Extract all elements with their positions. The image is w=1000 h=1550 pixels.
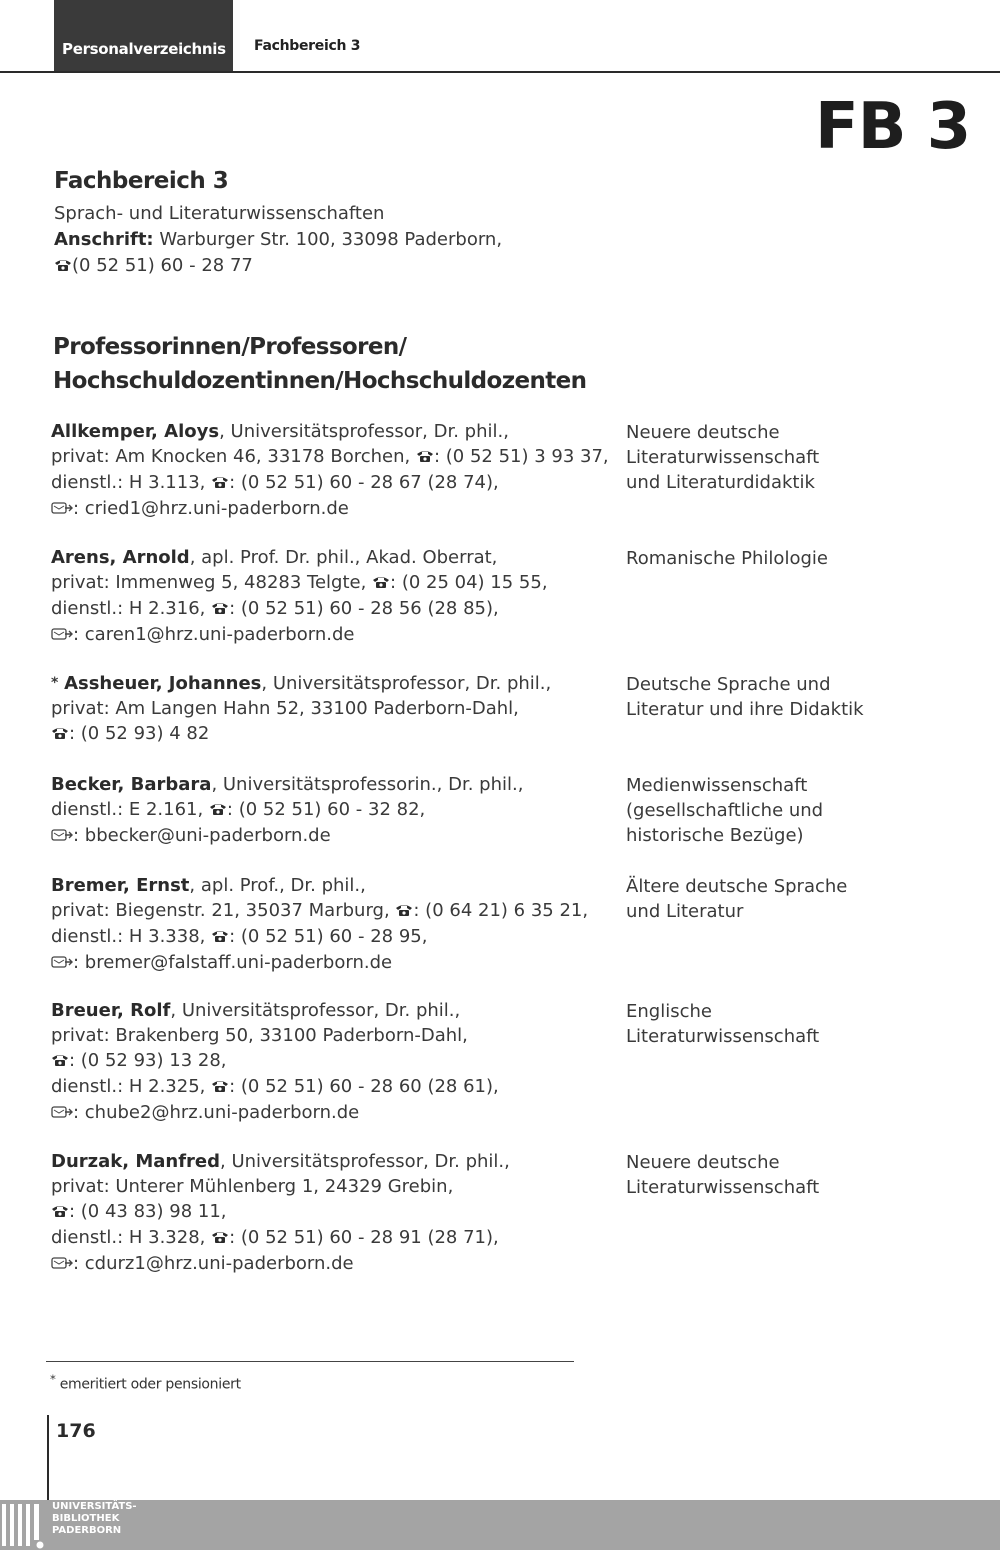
entry-email-line (51, 1100, 621, 1126)
entry-name: Bremer, Ernst (51, 875, 190, 896)
library-footer (0, 1500, 1000, 1550)
email-icon (51, 824, 73, 849)
entry-title: , apl. Prof., Dr. phil., (189, 875, 366, 896)
phone-icon (372, 571, 390, 596)
entry-private-address: privat: Biegenstr. 21, 35037 Marburg, (51, 900, 396, 921)
address-label: Anschrift: (54, 229, 154, 250)
staff-entry (51, 1149, 621, 1277)
staff-entry (51, 998, 621, 1126)
entry-private-line (51, 696, 621, 721)
staff-heading (53, 330, 586, 398)
page-number-rule (47, 1415, 49, 1510)
entry-name: Assheuer, Johannes (64, 673, 262, 694)
footnote-rule (46, 1361, 574, 1362)
entry-private-phone: : (0 25 04) 15 55, (390, 572, 548, 593)
entry-private-line (51, 898, 621, 924)
entry-private-line (51, 1174, 621, 1199)
entry-office: dienstl.: H 3.328, (51, 1227, 212, 1248)
entry-field-line: Englische (626, 1001, 712, 1022)
entry-phone: : (0 52 93) 4 82 (69, 723, 210, 744)
entry-field (626, 773, 956, 848)
entry-title: , Universitätsprofessor, Dr. phil., (261, 673, 552, 694)
entry-office-phone: : (0 52 51) 60 - 28 91 (28 71), (229, 1227, 499, 1248)
entry-field (626, 420, 956, 495)
entry-phone: : (0 43 83) 98 11, (69, 1201, 227, 1222)
entry-office: dienstl.: H 3.338, (51, 926, 212, 947)
phone-icon (211, 597, 229, 622)
entry-email[interactable]: : chube2@hrz.uni-paderborn.de (73, 1102, 360, 1123)
entry-phone-line (51, 1199, 621, 1225)
entry-office-line (51, 470, 621, 496)
section-info (54, 201, 502, 280)
footnote-text: emeritiert oder pensioniert (59, 1376, 241, 1393)
entry-name: Arens, Arnold (51, 547, 190, 568)
entry-private-address: privat: Am Langen Hahn 52, 33100 Paderborn-Dahl, (51, 698, 519, 719)
entry-title: , Universitätsprofessor, Dr. phil., (219, 421, 509, 442)
entry-field (626, 999, 956, 1049)
entry-field-line: historische Bezüge) (626, 825, 804, 846)
entry-private-address: privat: Am Knocken 46, 33178 Borchen, (51, 446, 416, 467)
staff-entry (51, 772, 621, 849)
phone-icon (211, 1075, 229, 1100)
entry-email[interactable]: : cdurz1@hrz.uni-paderborn.de (73, 1253, 354, 1274)
entry-title: , Universitätsprofessorin., Dr. phil., (211, 774, 524, 795)
entry-office: dienstl.: E 2.161, (51, 799, 209, 820)
entry-email[interactable]: : caren1@hrz.uni-paderborn.de (73, 624, 355, 645)
entry-name-line (51, 873, 621, 898)
entry-name-line (51, 772, 621, 797)
entry-phone: : (0 52 93) 13 28, (69, 1050, 227, 1071)
phone-icon (54, 254, 72, 280)
entry-field-line: Deutsche Sprache und (626, 674, 831, 695)
staff-entry (51, 873, 621, 976)
page-number: 176 (56, 1420, 96, 1442)
entry-title: , Universitätsprofessor, Dr. phil., (220, 1151, 510, 1172)
library-name (52, 1501, 137, 1537)
entry-office-line (51, 1074, 621, 1100)
email-icon (51, 497, 73, 522)
faculty-badge: FB 3 (815, 90, 971, 164)
entry-private-line (51, 570, 621, 596)
entry-field-line: (gesellschaftliche und (626, 800, 824, 821)
entry-email-line (51, 1251, 621, 1277)
entry-email-line (51, 496, 621, 522)
section-title: Fachbereich 3 (54, 168, 229, 194)
entry-name-line (51, 545, 621, 570)
entry-field (626, 546, 956, 571)
entry-office-phone: : (0 52 51) 60 - 28 56 (28 85), (229, 598, 499, 619)
entry-private-address: privat: Unterer Mühlenberg 1, 24329 Grebin, (51, 1176, 454, 1197)
section-phone-number: (0 52 51) 60 - 28 77 (72, 255, 253, 276)
email-icon (51, 623, 73, 648)
entry-email[interactable]: : bbecker@uni-paderborn.de (73, 825, 331, 846)
phone-icon (209, 798, 227, 823)
entry-field-line: Medienwissenschaft (626, 775, 808, 796)
phone-icon (51, 1200, 69, 1225)
entry-phone-line (51, 1048, 621, 1074)
entry-private-phone: : (0 52 51) 3 93 37, (433, 446, 609, 467)
section-address (54, 227, 502, 253)
entry-title: , apl. Prof. Dr. phil., Akad. Oberrat, (189, 547, 498, 568)
entry-private-address: privat: Brakenberg 50, 33100 Paderborn-Dahl, (51, 1025, 468, 1046)
entry-email-line (51, 622, 621, 648)
library-name-line3: PADERBORN (52, 1525, 122, 1536)
entry-email-line (51, 950, 621, 976)
entry-title: , Universitätsprofessor, Dr. phil., (170, 1000, 461, 1021)
library-name-line1: UNIVERSITÄTS- (52, 1501, 137, 1512)
staff-entry (51, 419, 621, 522)
footnote (50, 1372, 241, 1393)
entry-office: dienstl.: H 2.316, (51, 598, 212, 619)
entry-name-line (51, 671, 621, 696)
entry-field-line: Ältere deutsche Sprache (626, 876, 848, 897)
header-rule (0, 71, 1000, 73)
entry-field-line: und Literatur (626, 901, 744, 922)
phone-icon (211, 925, 229, 950)
entry-field-line: Literatur und ihre Didaktik (626, 699, 864, 720)
entry-office-phone: : (0 52 51) 60 - 32 82, (226, 799, 426, 820)
entry-field-line: und Literaturdidaktik (626, 472, 815, 493)
entry-name-line (51, 998, 621, 1023)
email-icon (51, 1101, 73, 1126)
address-text: Warburger Str. 100, 33098 Paderborn, (153, 229, 503, 250)
phone-icon (211, 1226, 229, 1251)
email-icon (51, 951, 73, 976)
entry-name-line (51, 419, 621, 444)
entry-office-line (51, 596, 621, 622)
entry-office-line (51, 924, 621, 950)
phone-icon (51, 1049, 69, 1074)
entry-private-phone: : (0 64 21) 6 35 21, (413, 900, 589, 921)
header-tab (54, 0, 233, 71)
entry-field-line: Neuere deutsche (626, 1152, 780, 1173)
staff-heading-line2: Hochschuldozentinnen/Hochschuldozenten (53, 368, 587, 394)
entry-name: Durzak, Manfred (51, 1151, 221, 1172)
library-name-line2: BIBLIOTHEK (52, 1513, 120, 1524)
entry-office: dienstl.: H 3.113, (51, 472, 212, 493)
entry-name-line (51, 1149, 621, 1174)
entry-private-line (51, 444, 621, 470)
staff-heading-line1: Professorinnen/Professoren/ (53, 334, 407, 360)
entry-name: Becker, Barbara (51, 774, 212, 795)
entry-private-line (51, 1023, 621, 1048)
entry-office-line (51, 797, 621, 823)
header-tab-label: Personalverzeichnis (62, 40, 226, 58)
entry-field-line: Literaturwissenschaft (626, 1026, 820, 1047)
entry-office-line (51, 1225, 621, 1251)
entry-field-line: Literaturwissenschaft (626, 1177, 820, 1198)
footnote-marker: * (50, 1372, 56, 1386)
email-icon (51, 1252, 73, 1277)
entry-phone-line (51, 721, 621, 747)
phone-icon (395, 899, 413, 924)
section-subtitle: Sprach- und Literaturwissenschaften (54, 203, 385, 224)
phone-icon (211, 471, 229, 496)
entry-office: dienstl.: H 2.325, (51, 1076, 212, 1097)
entry-name: Allkemper, Aloys (51, 421, 220, 442)
entry-field-line: Neuere deutsche (626, 422, 780, 443)
phone-icon (416, 445, 434, 470)
staff-entry (51, 671, 621, 747)
phone-icon (51, 722, 69, 747)
entry-field (626, 1150, 956, 1200)
entry-office-phone: : (0 52 51) 60 - 28 95, (229, 926, 428, 947)
entry-field (626, 672, 956, 722)
entry-name: Breuer, Rolf (51, 1000, 171, 1021)
emeritus-marker: * (51, 675, 59, 691)
entry-field-line: Literaturwissenschaft (626, 447, 820, 468)
staff-entry (51, 545, 621, 648)
entry-private-address: privat: Immenweg 5, 48283 Telgte, (51, 572, 373, 593)
entry-email[interactable]: : bremer@falstaff.uni-paderborn.de (73, 952, 393, 973)
entry-email[interactable]: : cried1@hrz.uni-paderborn.de (73, 498, 349, 519)
section-phone (54, 253, 502, 280)
entry-office-phone: : (0 52 51) 60 - 28 60 (28 61), (229, 1076, 499, 1097)
entry-email-line (51, 823, 621, 849)
entry-field (626, 874, 956, 924)
library-logo-icon (0, 1500, 50, 1550)
entry-office-phone: : (0 52 51) 60 - 28 67 (28 74), (229, 472, 499, 493)
entry-field-line: Romanische Philologie (626, 548, 828, 569)
header-section-label: Fachbereich 3 (254, 38, 361, 54)
